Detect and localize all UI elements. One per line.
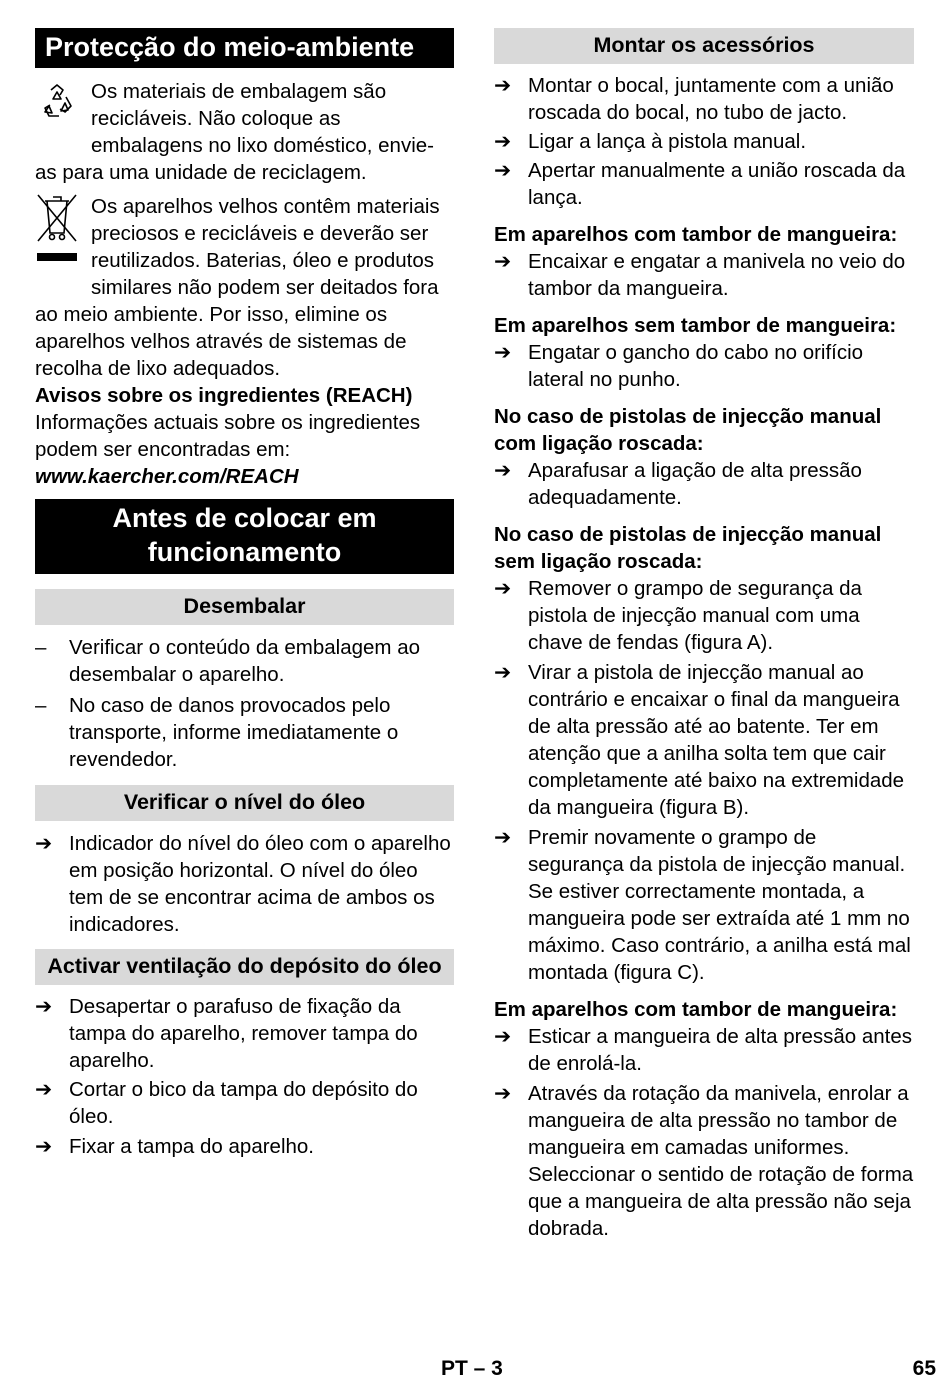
list-item: ➔ Virar a pistola de injecção manual ao contrário e encaixar o final da mangueira de alta pressão até ao batente. Ter em atenção que a anilha solta tem que cair completamente até baixo na extremidade da mangueira (figura B). bbox=[494, 661, 905, 819]
list-item: ➔ Indicador do nível do óleo com o aparelho em posição horizontal. O nível do óleo tem de se encontrar acima de ambos os indicadores. bbox=[35, 832, 451, 936]
list-item: ➔ Fixar a tampa do aparelho. bbox=[35, 1135, 314, 1158]
arrow-right-icon: ➔ bbox=[494, 74, 512, 97]
list-item: ➔ Engatar o gancho do cabo no orifício lateral no punho. bbox=[494, 341, 864, 391]
old-devices-paragraph: Os aparelhos velhos contêm materiais preciosos e recicláveis e deverão ser reutilizados. Baterias, óleo e produtos similares não podem ser deitados fora ao meio ambiente. Por isso, elimine os aparelhos velhos através de sistemas de recolha de lixo adequados. bbox=[35, 195, 440, 380]
arrow-right-icon: ➔ bbox=[35, 832, 53, 855]
dash-marker: – bbox=[35, 694, 47, 717]
non-threaded-gun-heading: No caso de pistolas de injecção manual sem ligação roscada: bbox=[494, 523, 882, 573]
before-operation-heading: Antes de colocar em funcionamento bbox=[35, 499, 454, 574]
arrow-right-icon: ➔ bbox=[35, 1135, 53, 1158]
list-item: ➔ Apertar manualmente a união roscada da lança. bbox=[494, 159, 906, 209]
list-item: ➔ Cortar o bico da tampa do depósito do óleo. bbox=[35, 1078, 418, 1128]
list-item: ➔ Aparafusar a ligação de alta pressão adequadamente. bbox=[494, 459, 862, 509]
dash-marker: – bbox=[35, 636, 47, 659]
list-item: – Verificar o conteúdo da embalagem ao desembalar o aparelho. bbox=[35, 636, 421, 686]
arrow-right-icon: ➔ bbox=[494, 341, 512, 364]
crossed-bin-icon bbox=[35, 193, 79, 276]
environment-heading: Protecção do meio-ambiente bbox=[35, 28, 454, 68]
list-item: ➔ Montar o bocal, juntamente com a união roscada do bocal, no tubo de jacto. bbox=[494, 74, 894, 124]
arrow-right-icon: ➔ bbox=[494, 159, 512, 182]
no-drum-heading: Em aparelhos sem tambor de mangueira: bbox=[494, 314, 897, 337]
recycle-icon bbox=[35, 82, 79, 133]
list-item: ➔ Ligar a lança à pistola manual. bbox=[494, 130, 807, 153]
oil-vent-list bbox=[35, 993, 454, 1160]
list-item: ➔ Remover o grampo de segurança da pistola de injecção manual com uma chave de fendas (figura A). bbox=[494, 577, 862, 654]
arrow-right-icon: ➔ bbox=[494, 826, 512, 849]
drum-heading-1: Em aparelhos com tambor de mangueira: bbox=[494, 223, 898, 246]
arrow-right-icon: ➔ bbox=[494, 577, 512, 600]
arrow-right-icon: ➔ bbox=[494, 1025, 512, 1048]
arrow-right-icon: ➔ bbox=[494, 250, 512, 273]
right-column bbox=[494, 28, 914, 1242]
list-item: – No caso de danos provocados pelo transporte, informe imediatamente o revendedor. bbox=[35, 694, 399, 771]
reach-heading: Avisos sobre os ingredientes (REACH) bbox=[35, 384, 413, 407]
accessories-heading: Montar os acessórios bbox=[494, 28, 914, 64]
footer-language-page: PT – 3 bbox=[441, 1357, 503, 1380]
arrow-right-icon: ➔ bbox=[35, 1078, 53, 1101]
oil-level-list bbox=[35, 830, 454, 938]
unpack-heading: Desembalar bbox=[35, 589, 454, 625]
list-item: ➔ Desapertar o parafuso de fixação da tampa do aparelho, remover tampa do aparelho. bbox=[35, 995, 418, 1072]
packaging-paragraph: Os materiais de embalagem são recicláveis. Não coloque as embalagens no lixo doméstico, envie-as para uma unidade de reciclagem. bbox=[35, 80, 434, 184]
oil-vent-heading: Activar ventilação do depósito do óleo bbox=[35, 949, 454, 985]
oil-level-heading: Verificar o nível do óleo bbox=[35, 785, 454, 821]
unpack-list bbox=[35, 634, 454, 773]
reach-link[interactable]: www.kaercher.com/REACH bbox=[35, 465, 299, 488]
reach-text: Informações actuais sobre os ingredientes podem ser encontradas em: bbox=[35, 411, 421, 461]
list-item: ➔ Através da rotação da manivela, enrolar a mangueira de alta pressão no tambor de mangueira em camadas uniformes. Seleccionar o sentido de rotação de forma que a mangueira de alta pressão não seja dobrada. bbox=[494, 1082, 914, 1240]
footer-page-number: 65 bbox=[912, 1357, 936, 1380]
arrow-right-icon: ➔ bbox=[494, 130, 512, 153]
list-item: ➔ Encaixar e engatar a manivela no veio do tambor da mangueira. bbox=[494, 250, 906, 300]
list-item: ➔ Premir novamente o grampo de segurança da pistola de injecção manual. Se estiver correctamente montada, a mangueira pode ser extraída até 1 mm no máximo. Caso contrário, a anilha está mal montada (figura C). bbox=[494, 826, 911, 984]
list-item: ➔ Esticar a mangueira de alta pressão antes de enrolá-la. bbox=[494, 1025, 913, 1075]
threaded-gun-heading: No caso de pistolas de injecção manual com ligação roscada: bbox=[494, 405, 882, 455]
arrow-right-icon: ➔ bbox=[35, 995, 53, 1018]
arrow-right-icon: ➔ bbox=[494, 459, 512, 482]
arrow-right-icon: ➔ bbox=[494, 1082, 512, 1105]
left-column bbox=[35, 28, 454, 1160]
arrow-right-icon: ➔ bbox=[494, 661, 512, 684]
drum-heading-2: Em aparelhos com tambor de mangueira: bbox=[494, 998, 898, 1021]
accessories-list bbox=[494, 72, 914, 211]
